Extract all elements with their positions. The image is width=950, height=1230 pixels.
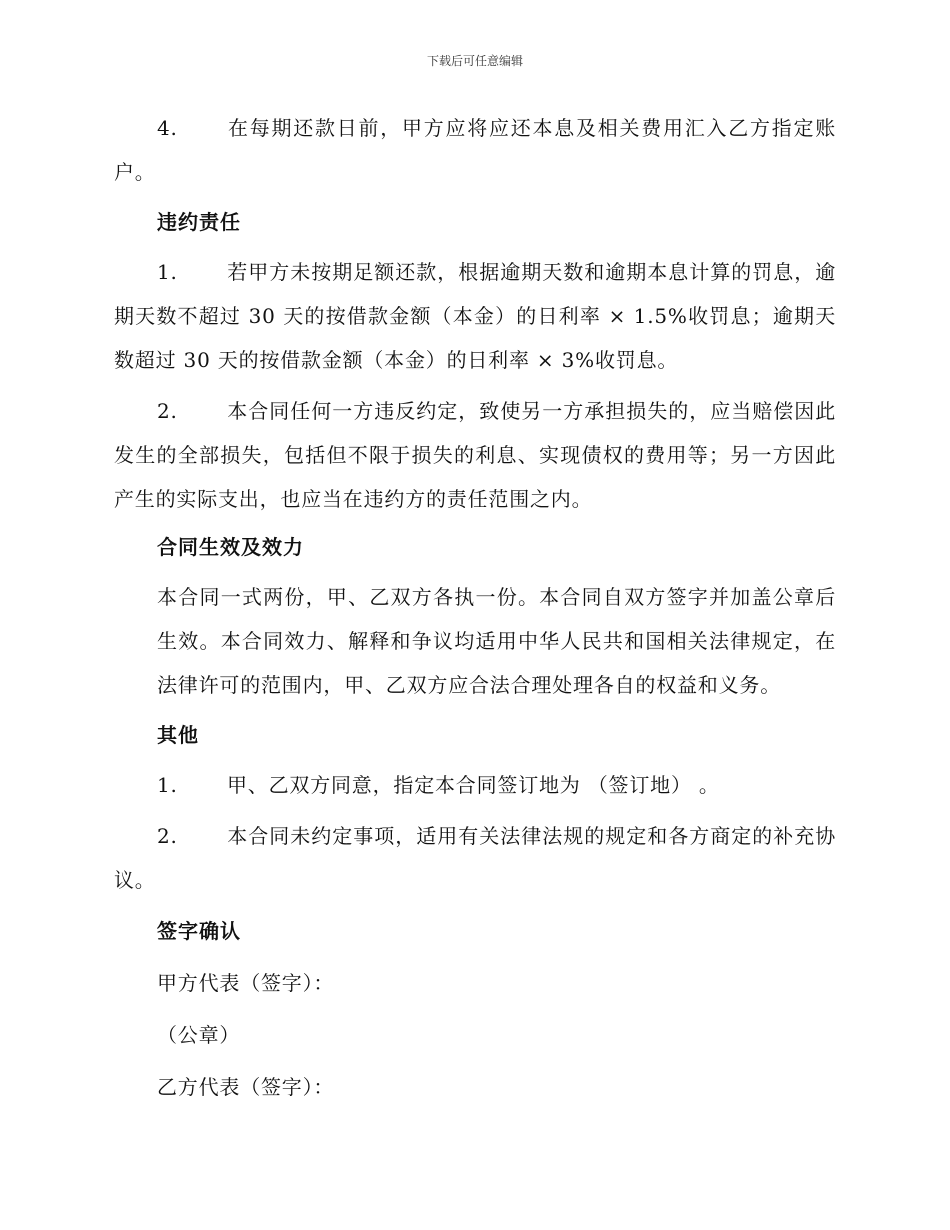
item-text: 若甲方未按期足额还款，根据逾期天数和逾期本息计算的罚息，逾期天数不超过 30 天的按借款金额（本金）的日利率 × 1.5%收罚息；逾期天数超过 30 天的按借款金额（本金）的日利率 × 3%收罚息。 bbox=[114, 260, 836, 372]
item-number: 2. bbox=[157, 399, 178, 423]
item-text: 甲、乙双方同意，指定本合同签订地为 （签订地） 。 bbox=[227, 773, 720, 797]
item-text: 本合同任何一方违反约定，致使另一方承担损失的，应当赔偿因此发生的全部损失，包括但不限于损失的利息、实现债权的费用等；另一方因此产生的实际支出，也应当在违约方的责任范围之内。 bbox=[114, 399, 836, 511]
paragraph-text: 本合同一式两份，甲、乙双方各执一份。本合同自双方签字并加盖公章后生效。本合同效力、解释和争议均适用中华人民共和国相关法律规定，在法律许可的范围内，甲、乙双方应合法合理处理各自的权益和义务。 bbox=[157, 585, 836, 697]
section-heading-breach: 违约责任 bbox=[157, 210, 241, 234]
item-text: 在每期还款日前，甲方应将应还本息及相关费用汇入乙方指定账户。 bbox=[114, 116, 836, 184]
repayment-item-4 bbox=[114, 106, 836, 194]
section-heading-other: 其他 bbox=[157, 723, 199, 747]
section-heading-signature: 签字确认 bbox=[157, 919, 241, 943]
party-b-signature-line: 乙方代表（签字）： bbox=[157, 1075, 335, 1099]
item-number: 4. bbox=[157, 116, 178, 140]
other-item-1 bbox=[114, 763, 836, 807]
other-item-2 bbox=[114, 814, 836, 902]
item-number: 1. bbox=[157, 773, 178, 797]
item-number: 2. bbox=[157, 824, 178, 848]
breach-item-2 bbox=[114, 389, 836, 521]
item-number: 1. bbox=[157, 260, 178, 284]
section-heading-effect: 合同生效及效力 bbox=[157, 535, 304, 559]
breach-item-1 bbox=[114, 250, 836, 382]
effect-paragraph bbox=[114, 575, 836, 707]
item-text: 本合同未约定事项，适用有关法律法规的规定和各方商定的补充协议。 bbox=[114, 824, 836, 892]
seal-line: （公章） bbox=[157, 1023, 241, 1047]
page-header: 下载后可任意编辑 bbox=[426, 54, 523, 68]
party-a-signature-line: 甲方代表（签字）： bbox=[157, 971, 335, 995]
